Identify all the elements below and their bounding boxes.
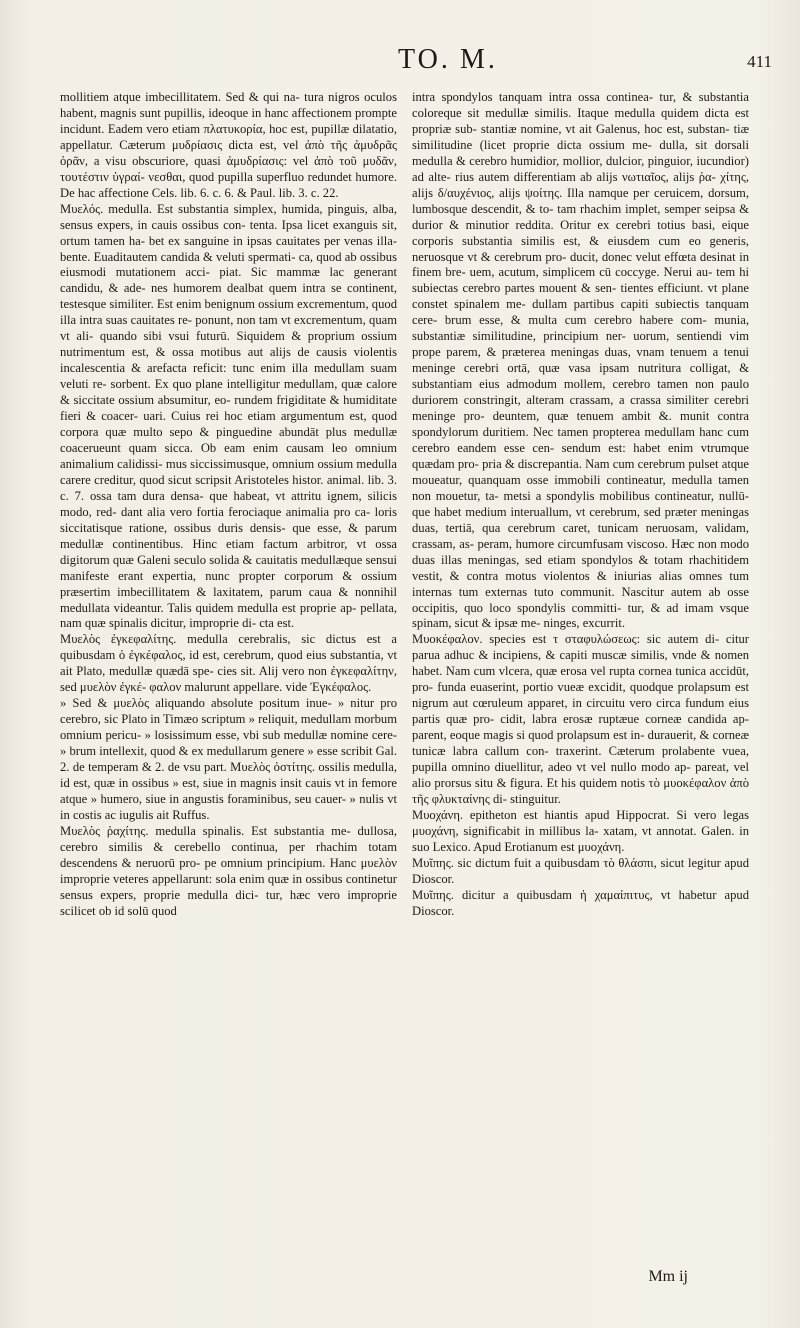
right-paragraph-4: Μυῖπης. sic dictum fuit a quibusdam τὸ θλάσπι, sicut legitur apud Dioscor. — [412, 855, 749, 886]
left-paragraph-2: Μυελός. medulla. Est substantia simplex, humida, pinguis, alba, sensus expers, in cauis ossibus con- tenta. Ipsa licet exanguis sit, ortum tamen ha- bet ex sanguine in ipsas cauitates per venas illa- bente. Euaditautem candida & veluti spermati- ca, quod ab ossibus eiusmodi mutationem acci- piat. Sic mammæ lac generant candidu, & ade- nes humorem dealbat quem intra se continent, testesque similiter. Est enim benignum ossium excrementum, quod illa intra suas cauitates re- ponunt, non tam vt excrementum, quam vt ali- quando sibi vsui futurū. Siquidem & proprium ossium nutrimentum est, & ossa motibus aut alijs de causis violentis incalescentia & arefacta reficit: tunc enim illa medullam suam veluti re- sorbent. Ex quo plane intelligitur medullam, quæ calore & siccitate ossium absumitur, eo- rundem frigiditate & humiditate fieri & coacer- uari. Cuius rei hoc etiam argumentum est, quod corpora quæ multo sepo & pinguedine abundāt plus medullæ coacerueunt quam sicca. Ob eam enim causam leo omnium animalium calidissi- mus siccissimusque, omnium ossium medulla carere creditur, quod sicut scripsit Aristoteles histor. animal. lib. 3. c. 7. ossa tam dura densa- que habeat, vt attritu ignem, silicis modo, red- dant alia vero fortia ferociaque animalia pro ca- loris siccitatisque ratione, ossibus duris densis- que esse, & parum medullæ continentibus. Hinc etiam factum arbitror, vt ossa digitorum quæ Galeni seculo solida & cauitatis medullæque sensui manifeste erant expertia, nunc propter corporum & ossium præsertim imbecillitatem & laxitatem, parum caua & nonnihil medullata videantur. Talis quidem medulla est proprie ap- pellata, nam quæ spinalis dicitur, improprie di- cta est. — [60, 201, 397, 631]
right-paragraph-3: Μυοχάνη. epitheton est hiantis apud Hippocrat. Si vero legas μυοχάνη, significabit in millibus la- xatam, vt annotat. Galen. in suo Lexico. Apud Erotianum est μυοχάνη. — [412, 807, 749, 854]
left-paragraph-3: Μυελὸς ἐγκεφαλίτης. medulla cerebralis, sic dictus est a quibusdam ὁ ἐγκέφαλος, id est, cerebrum, quod eius substantia, vt ait Plato, medullæ quædā spe- cies sit. Alij vero non ἐγκεφαλίτην, sed μυελὸν ἐγκέ- φαλον malurunt appellare. vide Ἐγκέφαλος. — [60, 632, 397, 695]
header-left-heading: TO. — [398, 44, 451, 75]
right-paragraph-1: intra spondylos tanquam intra ossa continea- tur, & substantia coloreque sit medullæ similis. Itaque medulla quidem dicta est propriæ sub- stantiæ nomine, vt ait Galenus, hoc est, substan- tiæ similitudine (licet proprie dicta ossium me- dulla, sit dorsali medulla & cerebro humidior, mollior, dulcior, pinguior, iucundior) ad alte- rius autem differentiam ab alijs νωτιαῖος, alijs ῥα- χίτης, alijs δ/αυχένιος, alijs ψοίτης. Illa namque per ceruicem, dorsum, lumbosque descendit, & to- tam rhachim implet, semper seipsa & durior & minutior reddita. Oritur ex cerebri totius basi, eique corporis substantia similis est, & eiusdem cum eo generis, neruosque vt & cerebrum pro- ducit, donec velut effœta desinat in finem bre- uem, acutum, simplicem cū coccyge. Nerui au- tem hi subiectas cerebro partes mouent & sen- tientes efficiunt. vt plane constet spinalem me- dullam partibus capiti subiectis tanquam cere- brum esse, & multa cum cerebro habere com- munia, substantiæ similitudine, principium ner- uorum, sentiendi vim prope parem, & præterea meningas duas, vnam tenuem a tenui meninge cerebri ortā, quæ vasa ipsam nutritura colligat, & substantiam eius admodum mollem, cerebro tamen non paulo duriorem constringit, alteram crassam, a crassa similiter cerebri meninge pro- deuntem, quæ tenuem ambit &. munit contra spondylorum duritiem. Nec tamen propterea medullam hanc cum cerebro eandem esse cen- sendum est: habet enim vtrumque quædam pro- pria & discrepantia. Nam cum cerebrum pulset atque moueatur, quanquam osse immobili contineatur, medulla tamen non mouetur, ta- metsi a spondylis mobilibus contineatur, nullū- que habet medium interuallum, vt cerebrum, sed præter meningas duas, tertiā, qua cerebrum caret, tunicam neruosam, validam, crassam, as- peram, humore circumfusam viscoso. Hæc non modo duas illas meningas, sed etiam spondylos & totam rhachitidem vestit, & contra motus violentos & iniurias alias omnes tum internas tum externas tuto communit. Nascitur autem ab osse occipitis, quo loco spondylis committi- tur, & ad imam vsque spinam, sicut & ipsæ me- ninges, excurrit. — [412, 90, 749, 631]
right-column — [412, 90, 749, 1250]
left-paragraph-4: » Sed & μυελὸς aliquando absolute positum inue- » nitur pro cerebro, sic Plato in Timæo scriptum » reliquit, medullam morbum omnium pericu- » losissimum esse, vbi sub medullæ nomine cere- » brum intellexit, quod & ex medullarum genere » esse scribit Gal. 2. de temperam & 2. de vsu part. Μυελὸς ὀστίτης. ossilis medulla, id est, quæ in ossibus » est, siue in magnis insit cauis vt in femore atque » humero, siue in angustis foraminibus, seu cauer- » nulis vt in costis ac iugulis ait Ruffus. — [60, 696, 397, 822]
left-column — [60, 90, 397, 1250]
signature-mark: Mm ij — [648, 1268, 688, 1285]
header-right-heading: M. — [460, 44, 498, 75]
right-paragraph-2: Μυοκέφαλον. species est τ σταφυλώσεως: sic autem di- citur parua adhuc & incipiens, & capiti muscæ similis, vnde & nomen habet. Nam cum vlcera, quæ erosa vel rupta cornea tunica accidūt, pro- funda euaserint, portio vueæ excidit, quodque prolapsum est nigrum aut cœruleum apparet, in circuitu vero circa fundum eius partis quæ pro- cidit, labra erosæ ruptæue corneæ candida ap- parent, eoque magis si quod prolapsum est in- durauerit, & corneæ tunicæ labra callum con- traxerint. Cæterum prolabente vuea, pupilla omnino diuellitur, adeo vt vel nullo modo ap- pareat, vel alio prorsus situ & figura. Et his quidem notis τὸ μυοκέφαλον ἀπὸ τῆς φλυκταίνης di- stinguitur. — [412, 632, 749, 806]
right-paragraph-5: Μυῖπης. dicitur a quibusdam ἡ χαμαίπιτυς, vt habetur apud Dioscor. — [412, 887, 749, 918]
left-paragraph-5: Μυελὸς ῥαχίτης. medulla spinalis. Est substantia me- dullosa, cerebro similis & cerebello continua, per rhachim totam descendens & neruorū pro- pe omnium principium. Hanc μυελὸν improprie veteres appellarunt: sola enim quæ in ossibus continetur sensus expers, proprie medulla dici- tur, hæc vero improprie scilicet ob id solū quod — [60, 823, 397, 918]
page-number: 411 — [747, 52, 772, 71]
left-paragraph-1: mollitiem atque imbecillitatem. Sed & qui na- tura nigros oculos habent, magnis sunt pupillis, ideoque in hanc affectionem prompte incidunt. Eadem vero etiam πλατυκορία, hoc est, pupillæ dilatatio, appellatur. Cæterum μυδρίασις dicta est, vel ἀπὸ τῆς ἀμυδρᾶς ὁρᾶν, a visu obscuriore, quasi ἀμυδρίασις: vel ἀπὸ τοῦ μυδᾶν, τουτέστιν ὑγραί- νεσθαι, quod pupilla superfluo redundet humore. De hac affectione Cels. lib. 6. c. 6. & Paul. lib. 3. c. 22. — [60, 90, 397, 200]
running-header — [40, 44, 780, 84]
